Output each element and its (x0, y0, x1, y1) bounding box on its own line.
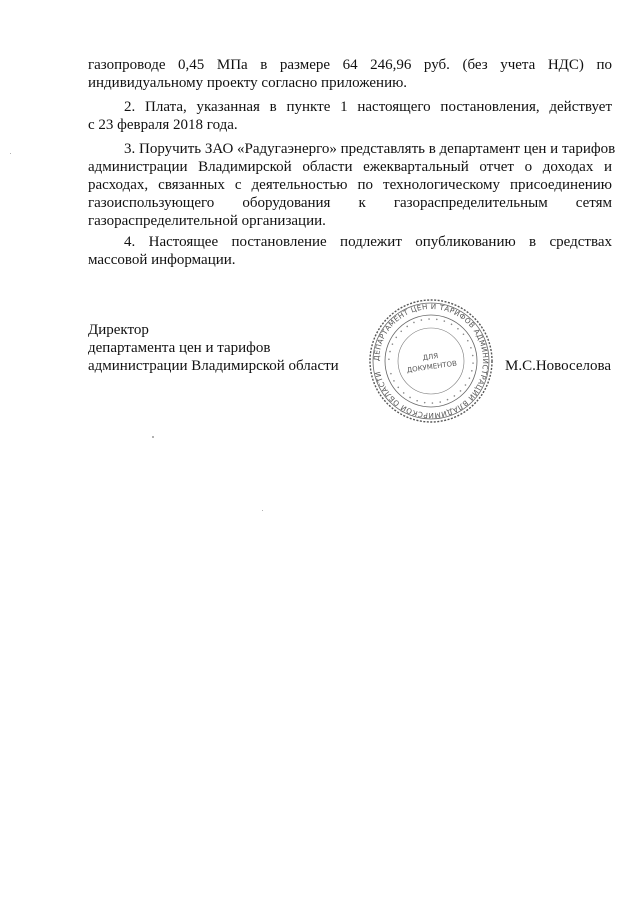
text-line: газораспределительной организации. (88, 213, 326, 229)
signer-title-line: департамента цен и тарифов (88, 340, 271, 356)
scan-speck (262, 510, 263, 511)
text-line: с 23 февраля 2018 года. (88, 117, 238, 133)
text-line: индивидуальному проекту согласно приложению. (88, 75, 408, 91)
text-line: 3. Поручить ЗАО «Радугаэнерго» представлять в департамент цен и тарифов (124, 141, 616, 157)
stamp-inner-text: • • • • • • • • • • • • • • • • • • • • • • • • • • • • • • • • • (386, 316, 476, 406)
signer-title-line: администрации Владимирской области (88, 358, 339, 374)
paragraph-item-4 (88, 233, 612, 269)
official-stamp (368, 298, 494, 424)
paragraph-item-2 (88, 98, 612, 134)
stamp-center-text: ДОКУМЕНТОВ (406, 359, 458, 375)
signer-title-line: Директор (88, 322, 149, 338)
text-line: 2. Плата, указанная в пункте 1 настоящего постановления, действует (124, 99, 612, 115)
paragraph-item-3 (88, 140, 616, 230)
signature-block (88, 321, 339, 375)
text-line: администрации Владимирской области ежеквартальный отчет о доходах и (88, 159, 612, 175)
stamp-inner-ring (385, 315, 477, 407)
text-line: 4. Настоящее постановление подлежит опубликованию в средствах (124, 234, 612, 250)
text-line: массовой информации. (88, 252, 236, 268)
text-line: газопроводе 0,45 МПа в размере 64 246,96 руб. (без учета НДС) по (88, 57, 612, 73)
scan-speck (152, 436, 154, 438)
stamp-outer-text: ДЕПАРТАМЕНТ ЦЕН И ТАРИФОВ АДМИНИСТРАЦИИ ВЛАДИМИРСКОЙ ОБЛАСТИ (371, 301, 491, 421)
signer-name: М.С.Новоселова (505, 358, 612, 374)
paragraph-continuation (88, 56, 612, 92)
stamp-center-text: ДЛЯ (422, 351, 439, 363)
text-line: газоиспользующего оборудования к газораспределительным сетям (88, 195, 612, 211)
text-line: расходах, связанных с деятельностью по технологическому присоединению (88, 177, 612, 193)
scan-speck (10, 153, 11, 154)
